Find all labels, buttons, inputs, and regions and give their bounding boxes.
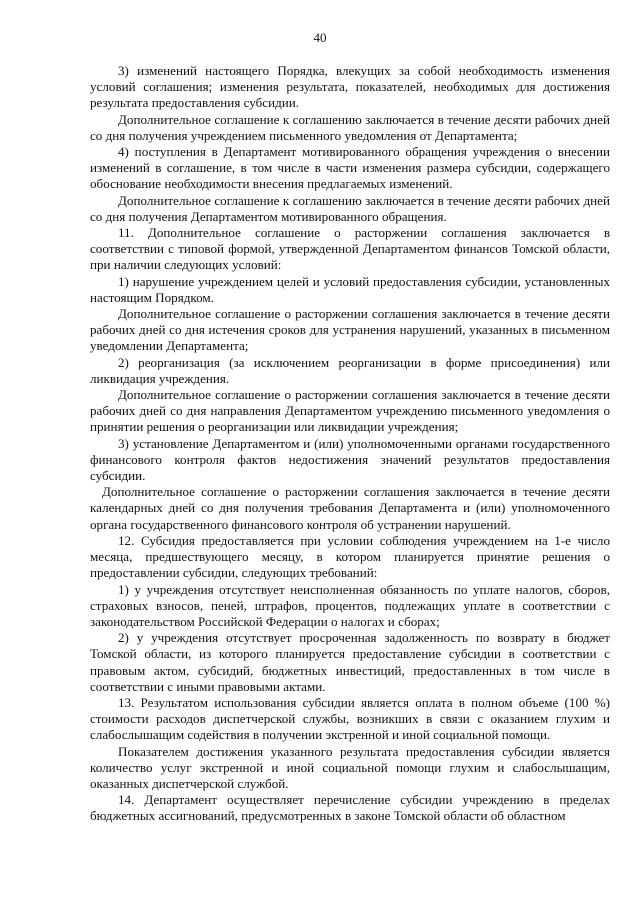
paragraph-clause-12-1: 1) у учреждения отсутствует неисполненная обязанность по уплате налогов, сборов, страховых взносов, пеней, штрафов, процентов, подлежащих уплате в соответствии с законодательством Российской Федерации о налогах и сборах;: [90, 581, 610, 629]
paragraph-clause-11: 11. Дополнительное соглашение о расторжении соглашения заключается в соответствии с типовой формой, утвержденной Департаментом финансов Томской области, при наличии следующих условий:: [90, 225, 610, 273]
paragraph-clause-11-2: 2) реорганизация (за исключением реорганизации в форме присоединения) или ликвидация учреждения.: [90, 354, 610, 386]
paragraph-clause-11-3-term: Дополнительное соглашение о расторжении соглашения заключается в течение десяти календарных дней со дня получения требования Департамента и (или) уполномоченного органа государственного финансового контроля об устранении нарушений.: [90, 484, 610, 532]
paragraph-clause-14: 14. Департамент осуществляет перечисление субсидии учреждению в пределах бюджетных ассигнований, предусмотренных в законе Томской области об областном: [90, 792, 610, 824]
paragraph-clause-11-2-term: Дополнительное соглашение о расторжении соглашения заключается в течение десяти рабочих дней со дня направления Департаментом учреждению письменного уведомления о принятии решения о реорганизации или ликвидации учреждения;: [90, 387, 610, 435]
page-number: 40: [313, 30, 327, 45]
paragraph-clause-13: 13. Результатом использования субсидии является оплата в полном объеме (100 %) стоимости расходов диспетчерской службы, возникших в связи с оказанием глухим и слабослышащим содействия в получении экстренной и иной социальной помощи.: [90, 694, 610, 743]
paragraph-clause-13-indicator: Показателем достижения указанного результата предоставления субсидии является количество услуг экстренной и иной социальной помощи глухим и слабослышащим, оказанных диспетчерской службой.: [90, 743, 610, 791]
paragraph-clause-12-2: 2) у учреждения отсутствует просроченная задолженность по возврату в бюджет Томской области, из которого планируется предоставление субсидии в соответствии с правовым актом, субсидий, бюджетных инвестиций, предоставленных в том числе в соответствии с иными правовыми актами.: [90, 630, 610, 694]
paragraph-clause-12: 12. Субсидия предоставляется при условии соблюдения учреждением на 1-е число месяца, предшествующего месяцу, в котором планируется принятие решения о предоставлении субсидии, следующих требований:: [90, 532, 610, 581]
paragraph-clause-10-4-term: Дополнительное соглашение к соглашению заключается в течение десяти рабочих дней со дня получения Департаментом мотивированного обращения.: [90, 192, 610, 224]
paragraph-clause-11-3: 3) установление Департаментом и (или) уполномоченными органами государственного финансового контроля фактов недостижения значений результатов предоставления субсидии.: [90, 435, 610, 484]
paragraph-clause-11-1: 1) нарушение учреждением целей и условий предоставления субсидии, установленных настоящим Порядком.: [90, 273, 610, 305]
paragraph-clause-10-3-term: Дополнительное соглашение к соглашению заключается в течение десяти рабочих дней со дня получения учреждением письменного уведомления от Департамента;: [90, 111, 610, 143]
paragraph-clause-11-1-term: Дополнительное соглашение о расторжении соглашения заключается в течение десяти рабочих дней со дня истечения сроков для устранения нарушений, указанных в письменном уведомлении Департамента;: [90, 306, 610, 354]
paragraph-clause-10-3: 3) изменений настоящего Порядка, влекущих за собой необходимость изменения условий соглашения; изменения результата, показателей, необходимых для достижения результата предоставления субсидии.: [90, 63, 610, 111]
paragraph-clause-10-4: 4) поступления в Департамент мотивированного обращения учреждения о внесении изменений в соглашение, в том числе в части изменения размера субсидии, содержащего обоснование необходимости внесения предлагаемых изменений.: [90, 144, 610, 192]
document-body: [90, 63, 610, 825]
